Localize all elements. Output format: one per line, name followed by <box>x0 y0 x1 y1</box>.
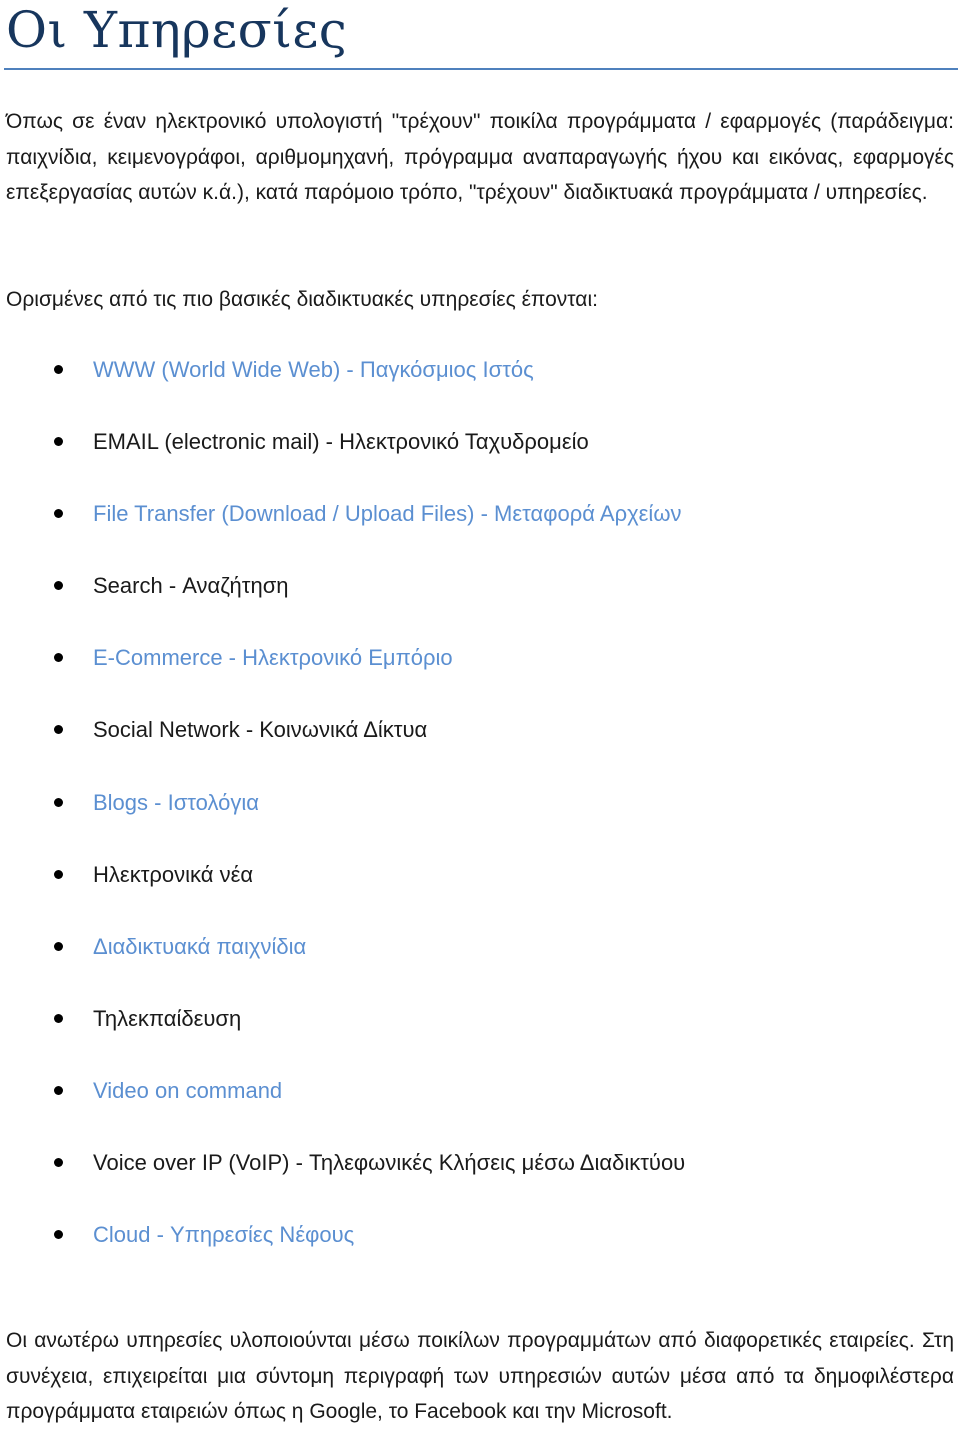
intro-paragraph: Όπως σε έναν ηλεκτρονικό υπολογιστή "τρέχουν" ποικίλα προγράμματα / εφαρμογές (παράδειγμα: παιχνίδια, κειμενογράφοι, αριθμομηχανή, πρόγραμμα αναπαραγωγής ήχου και εικόνας, εφαρμογές επεξεργασίας αυτών κ.ά.), κατά παρόμοιο τρόπο, "τρέχουν" διαδικτυακά προγράμματα / υπηρεσίες. <box>6 110 954 204</box>
service-item[interactable] <box>0 1199 960 1271</box>
title-divider <box>4 68 958 70</box>
bullet-icon <box>54 942 63 951</box>
service-item[interactable] <box>0 911 960 983</box>
service-link[interactable]: Blogs - Ιστολόγια <box>93 789 259 815</box>
bullet-icon <box>54 581 63 590</box>
bullet-icon <box>54 509 63 518</box>
service-label: Search - Αναζήτηση <box>93 573 289 599</box>
service-link[interactable]: File Transfer (Download / Upload Files) - Μεταφορά Αρχείων <box>93 501 682 527</box>
service-label: Voice over IP (VoIP) - Τηλεφωνικές Κλήσεις μέσω Διαδικτύου <box>93 1150 686 1176</box>
service-item[interactable] <box>0 334 960 406</box>
service-item[interactable] <box>0 1055 960 1127</box>
page-title: Οι Υπηρεσίες <box>6 1 348 59</box>
service-label: Social Network - Κοινωνικά Δίκτυα <box>93 717 428 743</box>
bullet-icon <box>54 1014 63 1023</box>
bullet-icon <box>54 870 63 879</box>
bullet-icon <box>54 1086 63 1095</box>
service-item <box>0 983 960 1055</box>
service-item[interactable] <box>0 478 960 550</box>
service-link[interactable]: Cloud - Υπηρεσίες Νέφους <box>93 1222 355 1248</box>
service-item <box>0 694 960 766</box>
service-item <box>0 550 960 622</box>
service-item <box>0 839 960 911</box>
bullet-icon <box>54 653 63 662</box>
service-item[interactable] <box>0 622 960 694</box>
service-label: EMAIL (electronic mail) - Ηλεκτρονικό Ταχυδρομείο <box>93 429 589 455</box>
service-link[interactable]: WWW (World Wide Web) - Παγκόσμιος Ιστός <box>93 357 534 382</box>
bullet-icon <box>54 365 63 374</box>
outro-paragraph: Οι ανωτέρω υπηρεσίες υλοποιούνται μέσω ποικίλων προγραμμάτων από διαφορετικές εταιρείες. Στη συνέχεια, επιχειρείται μια σύντομη περιγραφή των υπηρεσιών αυτών μέσα από τα δημοφιλέστερα προγράμματα εταιρειών όπως η Google, το Facebook και την Microsoft. <box>6 1329 954 1423</box>
bullet-icon <box>54 725 63 734</box>
service-item <box>0 406 960 478</box>
service-item[interactable] <box>0 767 960 839</box>
service-label: Τηλεκπαίδευση <box>93 1005 242 1031</box>
service-label: Ηλεκτρονικά νέα <box>93 861 254 887</box>
service-link[interactable]: E-Commerce - Ηλεκτρονικό Εμπόριο <box>93 645 453 671</box>
bullet-icon <box>54 1158 63 1167</box>
service-item <box>0 1127 960 1199</box>
services-list <box>0 334 960 1271</box>
service-link[interactable]: Διαδικτυακά παιχνίδια <box>93 933 307 959</box>
bullet-icon <box>54 1230 63 1239</box>
service-link[interactable]: Video on command <box>93 1077 283 1103</box>
bullet-icon <box>54 798 63 807</box>
bullet-icon <box>54 437 63 446</box>
services-lead-paragraph: Ορισμένες από τις πιο βασικές διαδικτυακές υπηρεσίες έπονται: <box>6 288 598 311</box>
